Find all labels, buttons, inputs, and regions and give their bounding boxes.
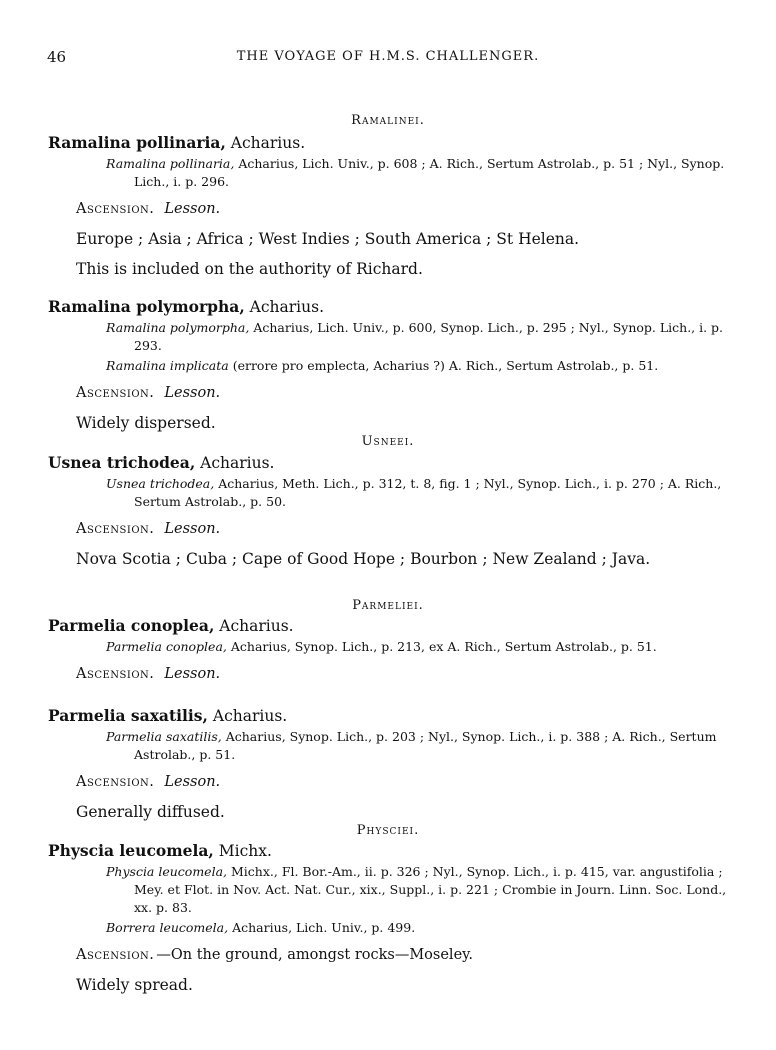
synonym-citation: Physcia leucomela, Michx., Fl. Bor.-Am., ii. p. 326 ; Nyl., Synop. Lich., i. p. 415, var. angustifolia ; Mey. et Flot. in Nov. Act. Nat. Cur., xix., Suppl., i. p. 221 ; Crombie in Journ. Linn. Soc. Lond., xx. p. 83. xyxy=(106,864,727,915)
species-name: Ramalina polymorpha, Acharius. xyxy=(48,297,325,316)
synonym-citation: Ramalina polymorpha, Acharius, Lich. Univ., p. 600, Synop. Lich., p. 295 ; Nyl., Synop. Lich., i. p. 293. xyxy=(106,320,724,353)
running-title: THE VOYAGE OF H.M.S. CHALLENGER. xyxy=(236,49,540,64)
species-entry xyxy=(48,841,738,995)
species-name: Parmelia saxatilis, Acharius. xyxy=(48,706,288,725)
species-entry xyxy=(48,616,738,684)
synonym-citation: Ramalina pollinaria, Acharius, Lich. Univ., p. 608 ; A. Rich., Sertum Astrolab., p. 51 ; Nyl., Synop. Lich., i. p. 296. xyxy=(106,156,725,189)
distribution: Nova Scotia ; Cuba ; Cape of Good Hope ; Bourbon ; New Zealand ; Java. xyxy=(76,550,651,568)
species-name: Physcia leucomela, Michx. xyxy=(48,841,272,860)
locality: Ascension. Lesson. xyxy=(76,666,221,682)
species-entry xyxy=(48,133,738,279)
synonym-citation: Parmelia conoplea, Acharius, Synop. Lich., p. 213, ex A. Rich., Sertum Astrolab., p. 51. xyxy=(106,639,657,654)
synonym-citation: Parmelia saxatilis, Acharius, Synop. Lich., p. 203 ; Nyl., Synop. Lich., i. p. 388 ; A. Rich., Sertum Astrolab., p. 51. xyxy=(106,729,717,762)
section-title: Physciei. xyxy=(356,823,420,838)
locality: Ascension. Lesson. xyxy=(76,521,221,537)
section-title: Parmeliei. xyxy=(352,598,424,613)
species-name: Usnea trichodea, Acharius. xyxy=(48,453,275,472)
page-number: 46 xyxy=(47,48,67,66)
species-entry xyxy=(48,453,738,569)
synonym-citation: Ramalina implicata (errore pro emplecta, Acharius ?) A. Rich., Sertum Astrolab., p. 51. xyxy=(106,358,659,373)
synonym-citation: Borrera leucomela, Acharius, Lich. Univ., p. 499. xyxy=(106,920,416,935)
distribution: Widely dispersed. xyxy=(76,414,216,432)
distribution: Europe ; Asia ; Africa ; West Indies ; South America ; St Helena. xyxy=(76,230,580,248)
species-name: Parmelia conoplea, Acharius. xyxy=(48,616,294,635)
note: This is included on the authority of Richard. xyxy=(76,260,423,278)
species-entry xyxy=(48,297,738,433)
locality: Ascension. Lesson. xyxy=(76,385,221,401)
section-title: Ramalinei. xyxy=(351,113,425,128)
locality: Ascension. —On the ground, amongst rocks—Moseley. xyxy=(76,947,474,963)
distribution: Generally diffused. xyxy=(76,803,225,821)
synonym-citation: Usnea trichodea, Acharius, Meth. Lich., p. 312, t. 8, fig. 1 ; Nyl., Synop. Lich., i. p. 270 ; A. Rich., Sertum Astrolab., p. 50. xyxy=(106,476,722,509)
locality: Ascension. Lesson. xyxy=(76,774,221,790)
locality: Ascension. Lesson. xyxy=(76,201,221,217)
distribution: Widely spread. xyxy=(76,976,193,994)
section-title: Usneei. xyxy=(361,434,415,449)
species-name: Ramalina pollinaria, Acharius. xyxy=(48,133,306,152)
species-entry xyxy=(48,706,738,822)
